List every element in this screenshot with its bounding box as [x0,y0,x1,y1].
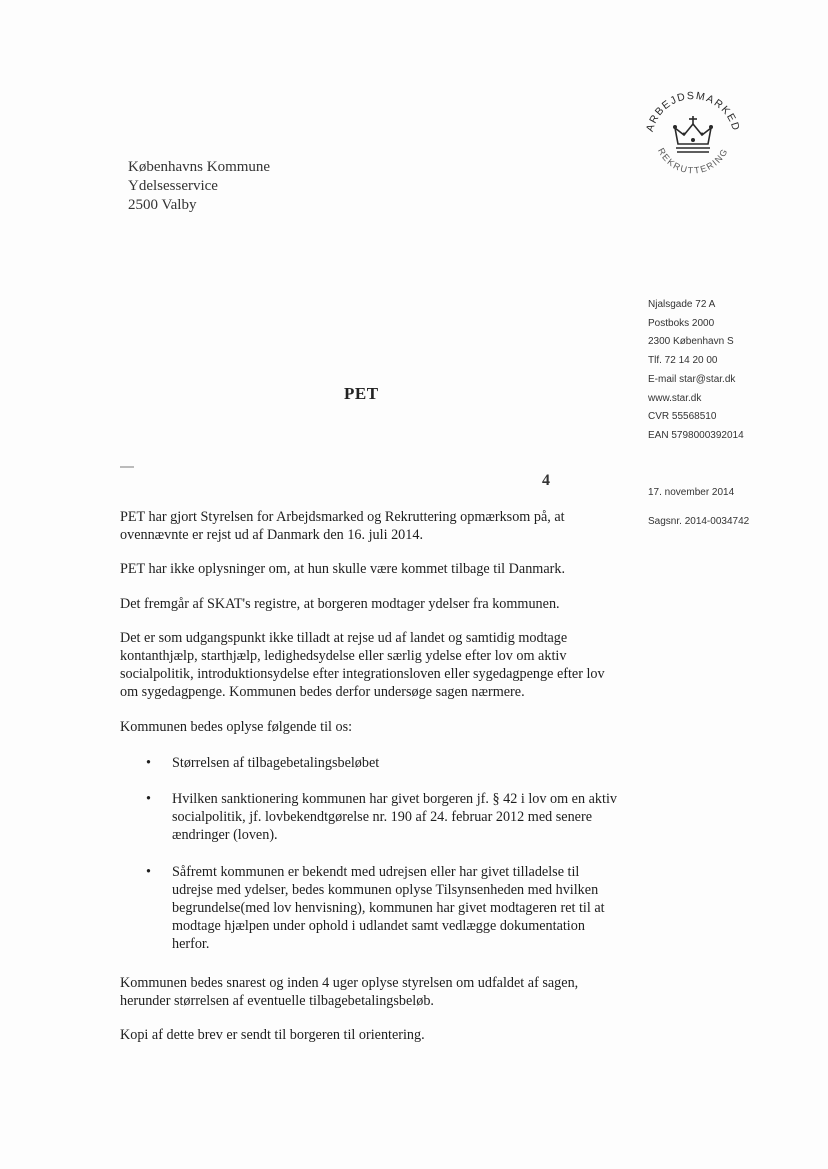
list-item [120,754,620,772]
list-item-text: Størrelsen af tilbagebetalingsbeløbet [172,754,380,771]
sender-ean: EAN 5798000392014 [648,429,744,441]
bullet-icon: • [146,791,151,808]
sender-phone: Tlf. 72 14 20 00 [648,355,718,367]
bullet-icon: • [146,863,151,880]
recipient-city: 2500 Valby [128,197,197,213]
seal-top-text: ARBEJDSMARKED [643,89,743,134]
body-paragraph-7: Kopi af dette brev er sendt til borgeren til orientering. [120,1027,425,1044]
redaction-mark [120,466,134,468]
sender-city: 2300 København S [648,336,734,348]
body-paragraph-2: PET har ikke oplysninger om, at hun skulle være kommet tilbage til Danmark. [120,561,565,578]
sender-contact-block [648,296,744,446]
recipient-name: Københavns Kommune [128,159,271,175]
case-number: Sagsnr. 2014-0034742 [648,516,750,527]
sender-street: Njalsgade 72 A [648,299,716,310]
body-paragraph-5: Kommunen bedes oplyse følgende til os: [120,718,353,735]
scan-artifact [26,1074,40,1144]
letter-date: 17. november 2014 [648,487,735,498]
agency-seal-logo [638,82,748,192]
page-mark: 4 [542,472,550,489]
body-paragraph-1: PET har gjort Styrelsen for Arbejdsmarked og Rekruttering opmærksom på, at ovennævnte er rejst ud af Danmark den 16. juli 2014. [120,509,565,544]
bullet-icon: • [146,754,151,771]
recipient-address [128,158,270,215]
letter-heading: PET [344,384,379,403]
body-paragraph-3: Det fremgår af SKAT's registre, at borgeren modtager ydelser fra kommunen. [120,595,560,612]
svg-text:REKRUTTERING [656,146,730,175]
sender-website: www.star.dk [648,392,702,404]
request-list [120,754,620,954]
crown-seal-icon [638,82,748,192]
sender-email: E-mail star@star.dk [648,373,736,385]
body-paragraph-6: Kommunen bedes snarest og inden 4 uger oplyse styrelsen om udfaldet af sagen, herunder størrelsen af eventuelle tilbagebetalingsbeløb. [120,974,579,1009]
svg-text:ARBEJDSMARKED [644,90,742,133]
letter-body [120,508,620,1060]
seal-bottom-text: REKRUTTERING [655,146,731,176]
sender-cvr: CVR 55568510 [648,411,717,423]
list-item [120,863,620,954]
list-item-text: Hvilken sanktionering kommunen har givet borgeren jf. § 42 i lov om en aktiv socialpolitik, jf. lovbekendtgørelse nr. 190 af 24. februar 2012 med senere ændringer (loven). [172,791,617,844]
recipient-department: Ydelsesservice [128,178,218,194]
list-item-text: Såfremt kommunen er bekendt med udrejsen eller har givet tilladelse til udrejse med ydelser, bedes kommunen oplyse Tilsynsenheden med hvilken begrundelse(med lov henvisning), kommunen har givet modtageren ret til at modtage hjælpen under ophold i udlandet samt vedlægge dokumentation herfor. [172,863,605,953]
sender-postbox: Postboks 2000 [648,317,715,329]
body-paragraph-4: Det er som udgangspunkt ikke tilladt at rejse ud af landet og samtidig modtage kontanthjælp, starthjælp, ledighedsydelse eller særlig ydelse efter lov om aktiv socialpolitik, introduktionsydelse efter integrationsloven eller sygedagpenge efter lov om sygedagpenge. Kommunen bedes derfor undersøge sagen nærmere. [120,629,605,701]
list-item [120,790,620,845]
